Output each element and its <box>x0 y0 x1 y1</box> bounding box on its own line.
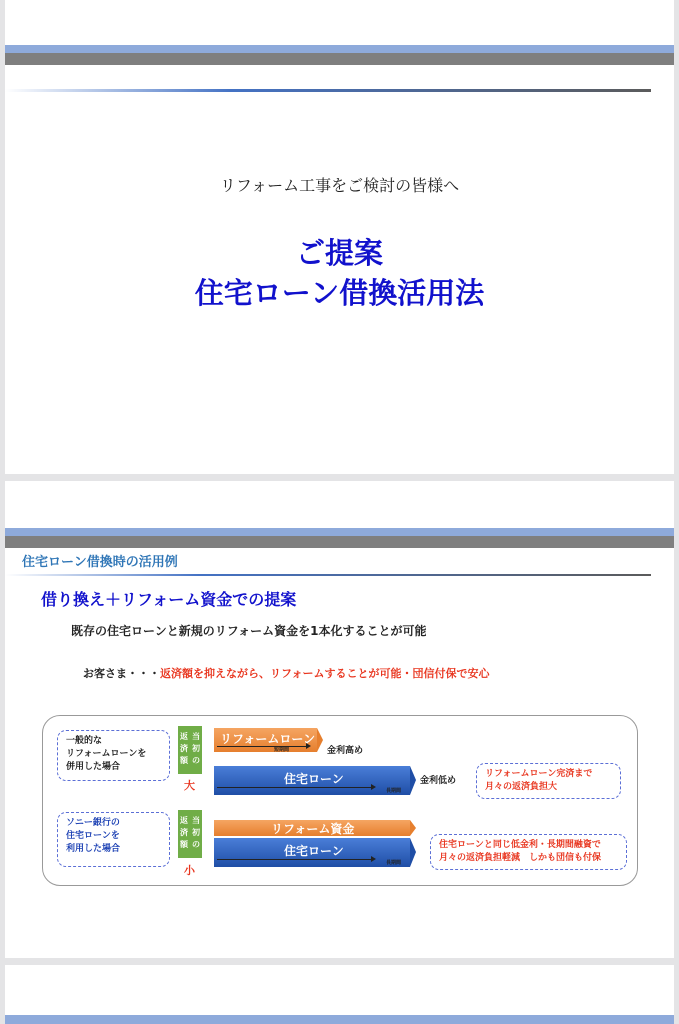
row1-reform-loan-bar <box>214 728 317 752</box>
row1-result-note <box>476 763 621 799</box>
term-arrow <box>217 859 372 860</box>
row1-initial-payment-label <box>178 726 202 774</box>
proposal-heading: 借り換え＋リフォーム資金での提案 <box>41 590 297 609</box>
reform-funds-label: リフォーム資金 <box>271 822 355 836</box>
row1-home-loan-tip <box>410 766 416 795</box>
header-blue-bar <box>5 528 674 536</box>
section-rule <box>5 574 651 576</box>
term-arrow <box>217 787 372 788</box>
next-slide-partial <box>5 965 674 1024</box>
short-term-label: 短期間 <box>274 747 290 753</box>
row1-reform-loan-tip <box>317 728 323 752</box>
customer-prefix: お客さま・・・ <box>83 667 160 680</box>
long-term-label: 長期間 <box>386 788 402 794</box>
proposal-description: 既存の住宅ローンと新規のリフォーム資金を1本化することが可能 <box>71 624 427 638</box>
row2-result-note <box>430 834 627 870</box>
note-line: 併用した場合 <box>66 762 121 772</box>
slide-title-line2: 住宅ローン借換活用法 <box>194 276 485 310</box>
title-slide <box>5 0 674 474</box>
slide-title-line1: ご提案 <box>295 236 383 270</box>
row2-reform-funds-bar <box>214 820 410 836</box>
header-rule <box>5 89 651 92</box>
result-line: 住宅ローンと同じ低金利・長期間融資で <box>439 840 601 850</box>
row1-size-label: 大 <box>184 779 195 792</box>
customer-highlight: 返済額を抑えながら、リフォームすることが可能・団信付保で安心 <box>160 667 490 680</box>
row2-case-note <box>57 812 170 867</box>
row2-home-loan-bar <box>214 838 410 867</box>
long-term-label: 長期間 <box>386 860 402 866</box>
row2-initial-payment-label <box>178 810 202 858</box>
result-line: リフォームローン完済まで <box>485 769 593 779</box>
comparison-panel <box>42 715 638 886</box>
term-arrow <box>217 746 307 747</box>
reform-loan-label: リフォームローン <box>220 732 316 746</box>
row1-case-note <box>57 730 170 781</box>
note-line: 利用した場合 <box>66 844 121 854</box>
intro-text: リフォーム工事をご検討の皆様へ <box>219 176 460 195</box>
note-line: 住宅ローンを <box>66 831 120 841</box>
label-col2: 返 済 額 <box>180 816 188 849</box>
header-gray-bar <box>5 536 674 548</box>
customer-benefit <box>83 665 489 681</box>
header-blue-bar <box>5 45 674 53</box>
label-col2: 返 済 額 <box>180 732 188 765</box>
result-line: 月々の返済負担大 <box>485 782 558 792</box>
home-loan-label: 住宅ローン <box>284 772 344 786</box>
row1-home-rate: 金利低め <box>420 776 457 786</box>
section-title: 住宅ローン借換時の活用例 <box>22 555 178 570</box>
row2-size-label: 小 <box>184 864 195 877</box>
row2-home-loan-tip <box>410 838 416 867</box>
header-blue-bar <box>5 1015 674 1024</box>
label-col1: 当 初 の <box>192 732 200 765</box>
example-slide <box>5 481 674 958</box>
note-line: 一般的な <box>66 736 103 746</box>
label-col1: 当 初 の <box>192 816 200 849</box>
row1-home-loan-bar <box>214 766 410 795</box>
home-loan-label: 住宅ローン <box>284 844 344 858</box>
header-gray-bar <box>5 53 674 65</box>
result-line: 月々の返済負担軽減 しかも団信も付保 <box>439 853 602 863</box>
row1-reform-rate: 金利高め <box>327 746 364 756</box>
note-line: リフォームローンを <box>66 749 147 759</box>
row2-reform-funds-tip <box>410 820 416 836</box>
note-line: ソニー銀行の <box>66 818 120 828</box>
